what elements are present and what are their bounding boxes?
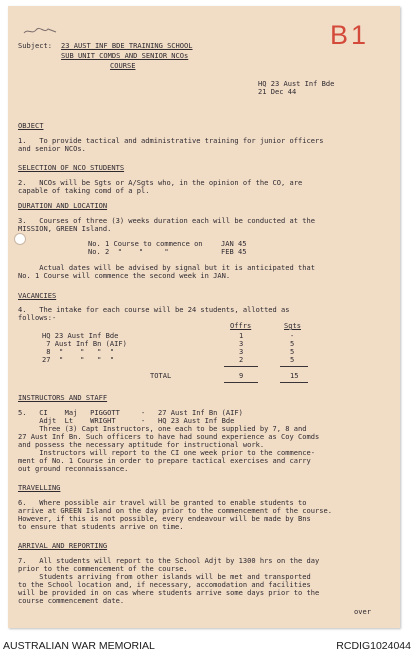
subject-label: Subject: xyxy=(18,41,52,50)
instructors-line-7: ment of No. 1 Course in order to prepare tactical exercises and carry xyxy=(18,456,311,465)
subtotal-rule-offrs xyxy=(224,366,258,367)
vacancies-para-1: 4. The intake for each course will be 24 students, allotted as xyxy=(18,305,290,314)
instructors-heading: INSTRUCTORS AND STAFF xyxy=(18,393,108,402)
arrival-line-6: course commencement date. xyxy=(18,596,125,605)
arrival-line-1: 7. All students will report to the School Adjt by 1300 hrs on the day xyxy=(18,556,320,565)
vacancies-para-2: follows:- xyxy=(18,313,57,322)
total-sgts: 15 xyxy=(290,371,299,380)
object-para-1: 1. To provide tactical and administrative training for junior officers xyxy=(18,136,324,145)
vacancy-unit-cell: HQ 23 Aust Inf Bde xyxy=(42,331,119,340)
vacancy-unit-cell: 27 " " " " xyxy=(42,355,115,364)
selection-heading: SELECTION OF NCO STUDENTS xyxy=(18,163,125,172)
total-rule-sgts xyxy=(280,382,308,383)
vacancy-offrs-cell: 3 xyxy=(239,339,244,348)
subject-line-2: SUB UNIT COMDS AND SENIOR NCOs xyxy=(61,51,189,60)
total-rule-offrs xyxy=(224,382,258,383)
course-2-date: FEB 45 xyxy=(221,247,247,256)
duration-para-4: No. 1 Course will commence the second week in JAN. xyxy=(18,271,231,280)
course-1-date: JAN 45 xyxy=(221,239,247,248)
vacancy-sgts-cell: 5 xyxy=(290,339,295,348)
duration-para-3: Actual dates will be advised by signal but it is anticipated that xyxy=(18,263,315,272)
travelling-heading: TRAVELLING xyxy=(18,483,61,492)
duration-para-1: 3. Courses of three (3) weeks duration each will be conducted at the xyxy=(18,216,315,225)
instructors-line-6: Instructors will report to the CI one week prior to the commence- xyxy=(18,448,315,457)
travelling-line-4: to ensure that students arrive on time. xyxy=(18,522,184,531)
selection-para-1: 2. NCOs will be Sgts or A/Sgts who, in the opinion of the CO, are xyxy=(18,178,303,187)
duration-heading: DURATION AND LOCATION xyxy=(18,201,108,210)
col-sgts: Sgts xyxy=(284,321,301,330)
handwritten-scribble xyxy=(22,26,58,36)
object-para-2: and senior NCOs. xyxy=(18,144,86,153)
arrival-line-3: Students arriving from other islands will be met and transported xyxy=(18,572,311,581)
footer-institution: AUSTRALIAN WAR MEMORIAL xyxy=(3,640,155,652)
total-offrs: 9 xyxy=(239,371,244,380)
object-heading: OBJECT xyxy=(18,121,44,130)
vacancy-sgts-cell: 5 xyxy=(290,347,295,356)
arrival-line-4: to the School location and, if necessary, accomodation and facilities xyxy=(18,580,311,589)
arrival-line-5: will be provided in on cas where students arrive some days prior to the xyxy=(18,588,320,597)
travelling-line-3: However, if this is not possible, every endeavour will be made by Bns xyxy=(18,514,311,523)
subject-line-1: 23 AUST INF BDE TRAINING SCHOOL xyxy=(61,41,193,50)
ref-date: 21 Dec 44 xyxy=(258,87,297,96)
course-1-line: No. 1 Course to commence on xyxy=(88,239,203,248)
handwritten-stamp: B1 xyxy=(330,20,370,50)
duration-para-2: MISSION, GREEN Island. xyxy=(18,224,112,233)
arrival-line-2: prior to the commencement of the course. xyxy=(18,564,188,573)
vacancy-offrs-cell: 2 xyxy=(239,355,244,364)
punch-hole xyxy=(14,233,26,245)
instructors-line-4: 27 Aust Inf Bn. Such officers to have had sound experience as Coy Comds xyxy=(18,432,320,441)
subject-line-3: COURSE xyxy=(110,61,136,70)
vacancy-offrs-cell: 1 xyxy=(239,331,244,340)
vacancies-heading: VACANCIES xyxy=(18,291,57,300)
vacancy-unit-cell: 8 " " " " xyxy=(42,347,115,356)
travelling-line-1: 6. Where possible air travel will be granted to enable students to xyxy=(18,498,307,507)
vacancy-sgts-cell: 5 xyxy=(290,355,295,364)
subtotal-rule-sgts xyxy=(280,366,308,367)
arrival-heading: ARRIVAL AND REPORTING xyxy=(18,541,108,550)
instructors-line-2: Adjt Lt WRIGHT - HQ 23 Aust Inf Bde xyxy=(18,416,235,425)
document-page xyxy=(8,6,400,628)
archive-footer xyxy=(0,636,415,654)
vacancy-offrs-cell: 3 xyxy=(239,347,244,356)
total-label: TOTAL xyxy=(150,371,172,380)
instructors-line-5: and possess the necessary aptitude for instructional work. xyxy=(18,440,265,449)
ref-hq: HQ 23 Aust Inf Bde xyxy=(258,79,335,88)
vacancy-sgts-cell: - xyxy=(290,331,295,340)
travelling-line-2: arrive at GREEN Island on the day prior to the commencement of the course. xyxy=(18,506,332,515)
vacancy-unit-cell: 7 Aust Inf Bn (AIF) xyxy=(42,339,127,348)
selection-para-2: capable of taking comd of a pl. xyxy=(18,186,150,195)
footer-record-id: RCDIG1024044 xyxy=(336,640,411,652)
instructors-line-8: out ground reconnaissance. xyxy=(18,464,129,473)
course-2-line: No. 2 " " " xyxy=(88,247,169,256)
instructors-line-3: Three (3) Capt Instructors, one each to be supplied by 7, 8 and xyxy=(18,424,307,433)
instructors-line-1: 5. CI Maj PIGGOTT - 27 Aust Inf Bn (AIF) xyxy=(18,408,243,417)
over-note: over xyxy=(354,607,371,616)
col-offrs: Offrs xyxy=(230,321,252,330)
